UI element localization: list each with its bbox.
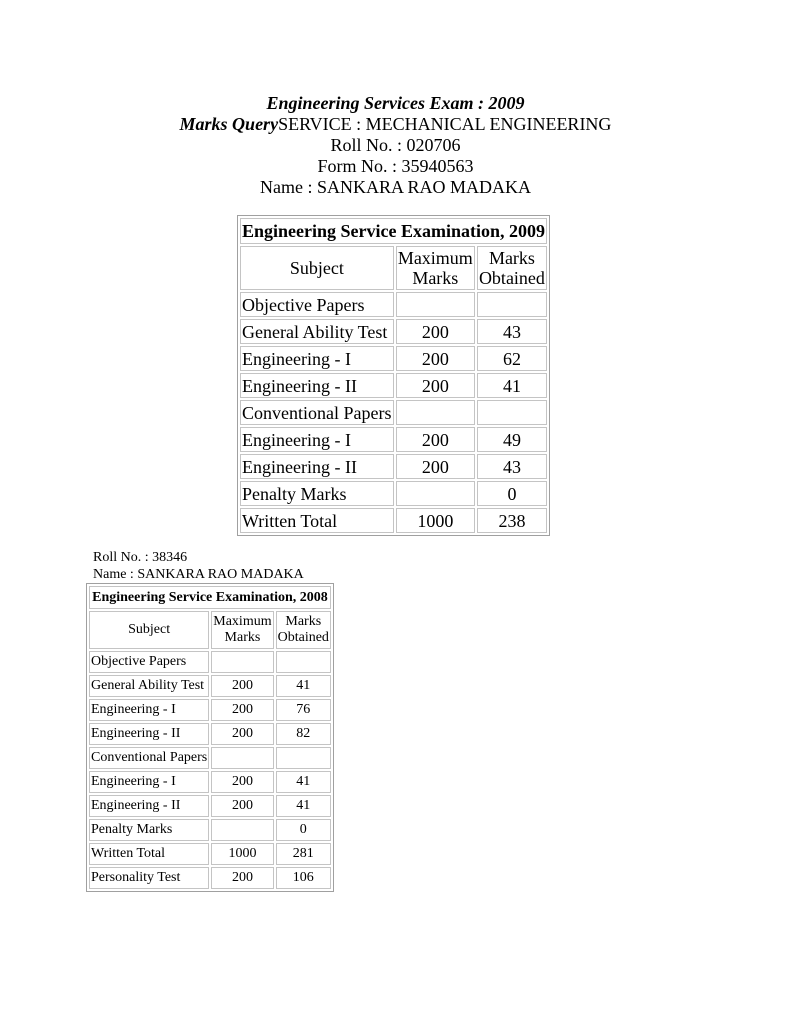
table-row bbox=[240, 400, 547, 425]
max-cell: 1000 bbox=[396, 508, 475, 533]
subject-cell: Engineering - II bbox=[240, 454, 394, 479]
col-subject-header: Subject bbox=[240, 246, 394, 290]
table-row bbox=[240, 454, 547, 479]
obtained-cell: 41 bbox=[276, 795, 331, 817]
subject-cell: Engineering - I bbox=[240, 427, 394, 452]
obtained-cell bbox=[276, 747, 331, 769]
subject-cell: Engineering - I bbox=[240, 346, 394, 371]
table-caption: Engineering Service Examination, 2009 bbox=[240, 218, 547, 244]
table-row bbox=[240, 346, 547, 371]
table-row bbox=[89, 819, 331, 841]
table-row bbox=[89, 795, 331, 817]
max-cell: 200 bbox=[396, 319, 475, 344]
subject-cell: Written Total bbox=[89, 843, 209, 865]
obtained-cell: 41 bbox=[477, 373, 547, 398]
obtained-cell bbox=[477, 292, 547, 317]
subject-cell: Conventional Papers bbox=[240, 400, 394, 425]
table-row bbox=[240, 373, 547, 398]
table-row bbox=[89, 867, 331, 889]
table-row bbox=[240, 508, 547, 533]
table-row bbox=[89, 771, 331, 793]
col-obtained-line2: Obtained bbox=[478, 268, 545, 288]
subject-cell: Engineering - I bbox=[89, 699, 209, 721]
max-cell bbox=[396, 292, 475, 317]
subject-cell: General Ability Test bbox=[240, 319, 394, 344]
subject-cell: Engineering - II bbox=[89, 723, 209, 745]
subject-cell: Engineering - II bbox=[89, 795, 209, 817]
subject-cell: Penalty Marks bbox=[89, 819, 209, 841]
subject-cell: General Ability Test bbox=[89, 675, 209, 697]
obtained-cell: 106 bbox=[276, 867, 331, 889]
exam-title: Engineering Services Exam : 2009 bbox=[266, 93, 525, 113]
max-cell bbox=[211, 819, 273, 841]
subject-cell: Objective Papers bbox=[89, 651, 209, 673]
obtained-cell bbox=[276, 651, 331, 673]
service-line bbox=[0, 114, 791, 135]
table-row bbox=[89, 843, 331, 865]
max-cell bbox=[396, 400, 475, 425]
col-obtained-header bbox=[477, 246, 547, 290]
max-cell bbox=[211, 747, 273, 769]
subject-cell: Engineering - I bbox=[89, 771, 209, 793]
max-cell: 200 bbox=[211, 723, 273, 745]
obtained-cell: 76 bbox=[276, 699, 331, 721]
subject-cell: Written Total bbox=[240, 508, 394, 533]
marks-query-label: Marks Query bbox=[179, 114, 279, 134]
max-cell: 200 bbox=[211, 675, 273, 697]
obtained-cell: 49 bbox=[477, 427, 547, 452]
col-max-line1: Maximum bbox=[397, 248, 473, 268]
table-row bbox=[89, 723, 331, 745]
max-cell: 200 bbox=[396, 346, 475, 371]
max-cell: 200 bbox=[211, 795, 273, 817]
col-max-header bbox=[396, 246, 475, 290]
max-cell: 200 bbox=[211, 771, 273, 793]
subject-cell: Personality Test bbox=[89, 867, 209, 889]
col-max-line1: Maximum bbox=[213, 614, 272, 629]
obtained-cell: 0 bbox=[477, 481, 547, 506]
table-row bbox=[240, 319, 547, 344]
subject-cell: Conventional Papers bbox=[89, 747, 209, 769]
max-cell: 200 bbox=[396, 373, 475, 398]
page-header bbox=[0, 93, 791, 198]
form-no: Form No. : 35940563 bbox=[317, 156, 474, 176]
obtained-cell: 62 bbox=[477, 346, 547, 371]
marks-table-2009 bbox=[237, 215, 550, 536]
table-row bbox=[240, 292, 547, 317]
max-cell bbox=[211, 651, 273, 673]
col-obtained-line2: Obtained bbox=[277, 630, 329, 645]
roll-no: Roll No. : 020706 bbox=[330, 135, 461, 155]
info-2008 bbox=[93, 549, 304, 583]
col-max-line2: Marks bbox=[412, 268, 459, 288]
candidate-name-2008: Name : SANKARA RAO MADAKA bbox=[93, 567, 304, 582]
subject-cell: Objective Papers bbox=[240, 292, 394, 317]
max-cell bbox=[396, 481, 475, 506]
candidate-name: Name : SANKARA RAO MADAKA bbox=[259, 177, 531, 197]
max-cell: 200 bbox=[211, 867, 273, 889]
obtained-cell: 0 bbox=[276, 819, 331, 841]
service-text: SERVICE : MECHANICAL ENGINEERING bbox=[278, 114, 612, 134]
caption-row bbox=[89, 586, 331, 609]
caption-row bbox=[240, 218, 547, 244]
obtained-cell: 238 bbox=[477, 508, 547, 533]
table-row bbox=[89, 747, 331, 769]
obtained-cell: 281 bbox=[276, 843, 331, 865]
obtained-cell: 43 bbox=[477, 454, 547, 479]
table-row bbox=[89, 651, 331, 673]
max-cell: 200 bbox=[396, 454, 475, 479]
col-max-header bbox=[211, 611, 273, 649]
obtained-cell: 43 bbox=[477, 319, 547, 344]
obtained-cell bbox=[477, 400, 547, 425]
table-row bbox=[240, 481, 547, 506]
col-subject-header: Subject bbox=[89, 611, 209, 649]
subject-cell: Penalty Marks bbox=[240, 481, 394, 506]
table-row bbox=[89, 675, 331, 697]
obtained-cell: 41 bbox=[276, 675, 331, 697]
table-row bbox=[89, 699, 331, 721]
col-obtained-line1: Marks bbox=[285, 614, 322, 629]
column-header-row bbox=[240, 246, 547, 290]
col-obtained-header bbox=[276, 611, 331, 649]
roll-no-2008: Roll No. : 38346 bbox=[93, 550, 188, 565]
column-header-row bbox=[89, 611, 331, 649]
col-obtained-line1: Marks bbox=[488, 248, 535, 268]
max-cell: 1000 bbox=[211, 843, 273, 865]
obtained-cell: 82 bbox=[276, 723, 331, 745]
subject-cell: Engineering - II bbox=[240, 373, 394, 398]
col-max-line2: Marks bbox=[224, 630, 261, 645]
table-caption: Engineering Service Examination, 2008 bbox=[89, 586, 331, 609]
marks-table-2008 bbox=[86, 583, 334, 892]
max-cell: 200 bbox=[211, 699, 273, 721]
max-cell: 200 bbox=[396, 427, 475, 452]
table-row bbox=[240, 427, 547, 452]
obtained-cell: 41 bbox=[276, 771, 331, 793]
